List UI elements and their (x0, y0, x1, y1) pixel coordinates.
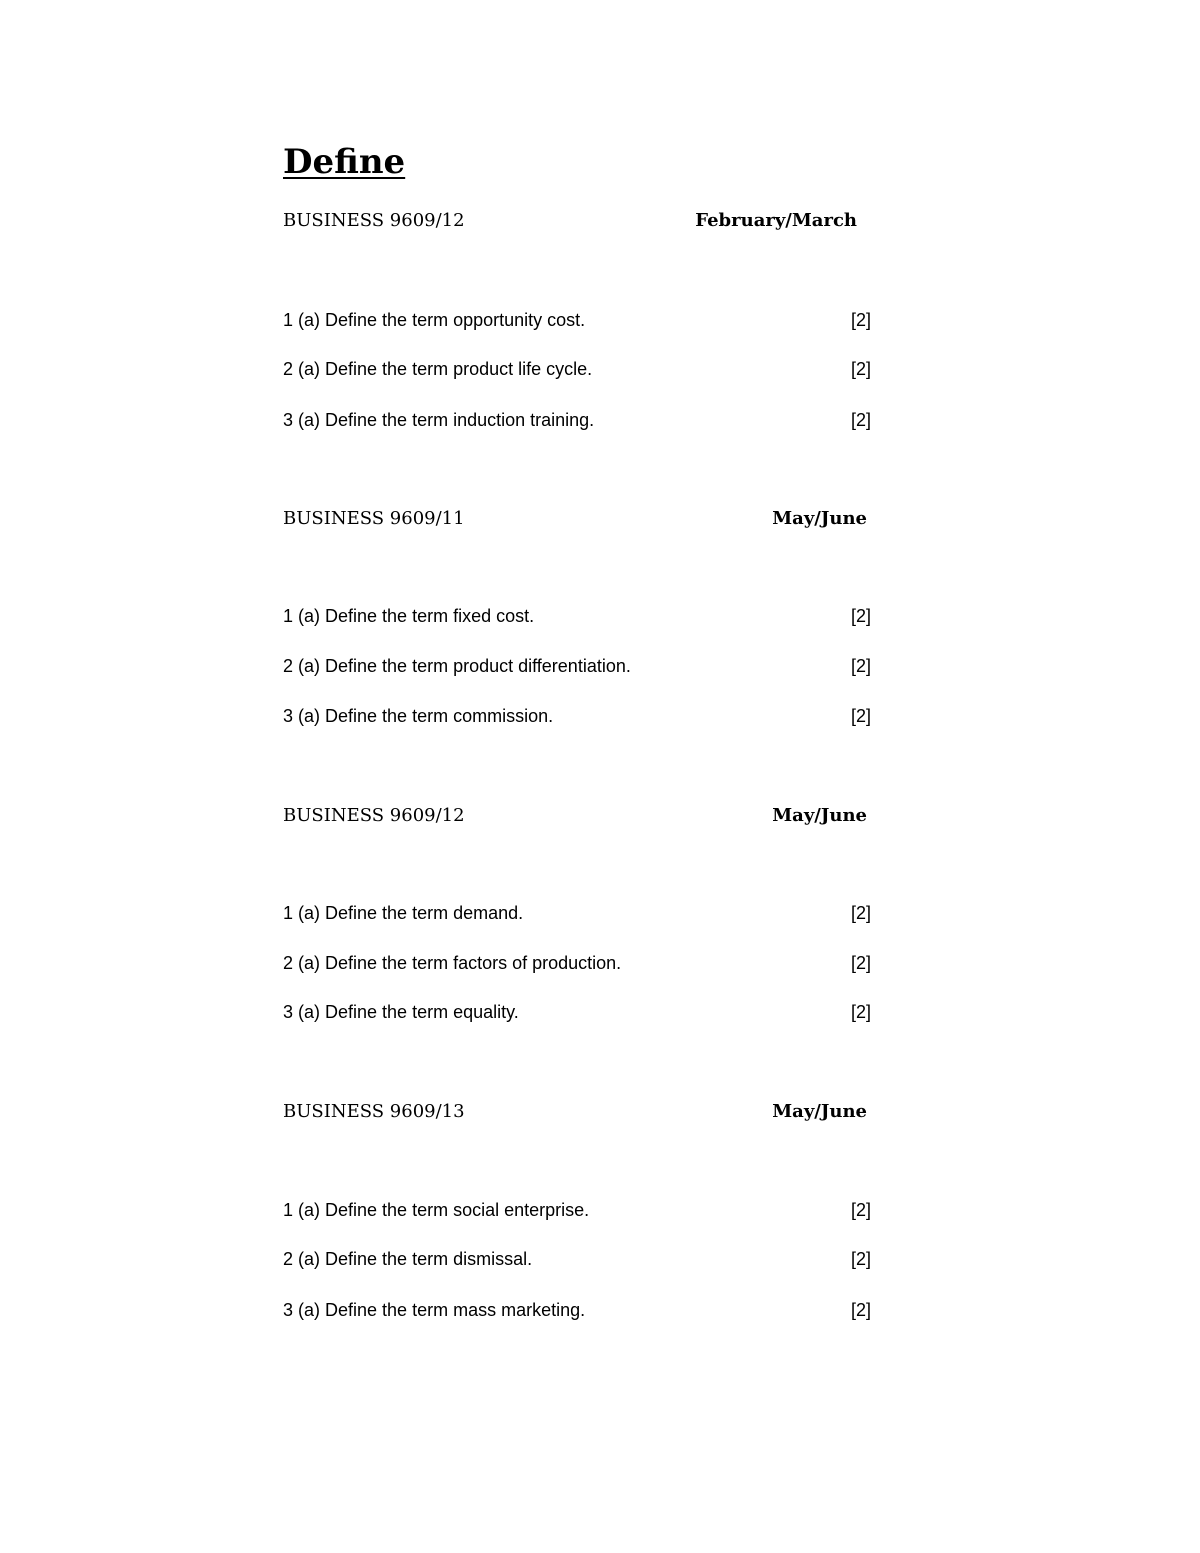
question-row (283, 307, 871, 333)
section-code: BUSINESS 9609/12 (283, 210, 465, 231)
question-text: 2 (a) Define the term dismissal. (283, 1249, 533, 1269)
question-text: 1 (a) Define the term opportunity cost. (283, 310, 586, 330)
question-row (283, 407, 871, 433)
section-code: BUSINESS 9609/11 (283, 508, 465, 529)
question-marks: [2] (850, 656, 871, 676)
question-row (283, 653, 871, 679)
question-marks: [2] (850, 903, 871, 923)
question-marks: [2] (850, 1200, 871, 1220)
question-marks: [2] (850, 606, 871, 626)
question-row (283, 950, 871, 976)
question-text: 1 (a) Define the term social enterprise. (283, 1200, 590, 1220)
question-marks: [2] (850, 359, 871, 379)
question-text: 3 (a) Define the term induction training. (283, 410, 595, 430)
question-text: 3 (a) Define the term commission. (283, 706, 554, 726)
section-session: February/March (695, 210, 857, 231)
section-code: BUSINESS 9609/13 (283, 1101, 465, 1122)
question-row (283, 1297, 871, 1323)
question-marks: [2] (850, 410, 871, 430)
question-row (283, 1246, 871, 1272)
question-text: 2 (a) Define the term factors of production. (283, 953, 622, 973)
question-marks: [2] (850, 1002, 871, 1022)
question-row (283, 603, 871, 629)
question-text: 3 (a) Define the term equality. (283, 1002, 519, 1022)
section-session: May/June (772, 805, 867, 826)
question-marks: [2] (850, 1249, 871, 1269)
section-session: May/June (772, 1101, 867, 1122)
question-text: 2 (a) Define the term product differentiation. (283, 656, 631, 676)
question-text: 1 (a) Define the term demand. (283, 903, 524, 923)
section-header (283, 506, 867, 532)
question-marks: [2] (850, 310, 871, 330)
section-header (283, 208, 867, 234)
question-text: 3 (a) Define the term mass marketing. (283, 1300, 586, 1320)
question-row (283, 900, 871, 926)
section-session: May/June (772, 508, 867, 529)
question-text: 2 (a) Define the term product life cycle. (283, 359, 593, 379)
question-marks: [2] (850, 706, 871, 726)
question-row (283, 356, 871, 382)
question-row (283, 703, 871, 729)
page-title: Define (283, 142, 406, 182)
question-row (283, 1197, 871, 1223)
section-code: BUSINESS 9609/12 (283, 805, 465, 826)
question-marks: [2] (850, 953, 871, 973)
section-header (283, 803, 867, 829)
question-marks: [2] (850, 1300, 871, 1320)
question-row (283, 999, 871, 1025)
question-text: 1 (a) Define the term fixed cost. (283, 606, 535, 626)
section-header (283, 1099, 867, 1125)
